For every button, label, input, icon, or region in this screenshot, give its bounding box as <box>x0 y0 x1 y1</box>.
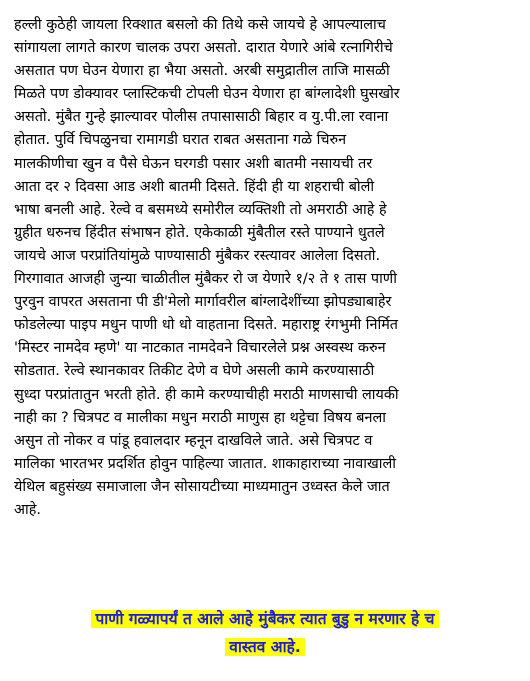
paragraph-line: असुन तो नोकर व पांडू हवालदार म्हनून दाखविले जाते. असे चित्रपट व <box>14 432 373 449</box>
paragraph-line: आहे. <box>14 501 41 518</box>
paragraph-line: मिळते पण डोक्यावर प्लास्टिकची टोपली घेउन येणारा हा बांग्लादेशी घुसखोर <box>14 86 400 103</box>
paragraph-line: असतो. मुंबैत गुन्हे झाल्यावर पोलीस तपासासाठी बिहार व यु.पी.ला रवाना <box>14 109 389 126</box>
paragraph-line: सांगायला लागते कारण चालक उपरा असतो. दारात येणारे आंबे रत्नागिरीचे <box>14 40 393 57</box>
paragraph-line: मालकीणीचा खुन व पैसे घेऊन घरगडी पसार अशी बातमी नसायची तर <box>14 155 373 172</box>
paragraph-line: नाही का ? चित्रपट व मालीका मधुन मराठी माणुस हा थट्टेचा विषय बनला <box>14 409 386 426</box>
article-paragraph <box>14 14 514 522</box>
paragraph-line: होतात. पुर्वि चिपळुनचा रामागडी घरात राबत असताना गळे चिरुन <box>14 132 347 149</box>
paragraph-line: येथिल बहुसंख्य समाजाला जैन सोसायटीच्या माध्यमातुन उध्वस्त केले जात <box>14 478 390 495</box>
paragraph-line: गिरगावात आजही जुन्या चाळीतील मुंबैकर रो ज येणारे १/२ ते १ तास पाणी <box>14 271 397 288</box>
paragraph-line: भाषा बनली आहे. रेल्वे व बसमध्ये समोरील व्यक्तिशी तो अमराठी आहे हे <box>14 201 387 218</box>
paragraph-line: सुध्दा परप्रांतातुन भरती होते. ही कामे करण्याचीही मराठी माणसाची लायकी <box>14 386 399 403</box>
highlight-text: पाणी गळ्यापर्यं त आले आहे मुंबैकर त्यात बुडु न मरणार हे च <box>91 610 438 628</box>
highlighted-conclusion <box>28 605 502 661</box>
paragraph-line: मालिका भारतभर प्रदर्शित होवुन पाहिल्या जातात. शाकाहाराच्या नावाखाली <box>14 455 396 472</box>
highlight-line <box>28 605 502 633</box>
paragraph-line: आता दर २ दिवसा आड अशी बातमी दिसते. हिंदी ही या शहराची बोली <box>14 178 375 195</box>
highlight-line <box>28 633 502 661</box>
highlight-text: वास्तव आहे. <box>225 638 304 656</box>
paragraph-line: सोडतात. रेल्वे स्थानकावर तिकीट देणे व घेणे असली कामे करण्यासाठी <box>14 363 375 380</box>
paragraph-line: पुरवुन वापरत असताना पी डी'मेलो मार्गावरील बांग्लादेशींच्या झोपड्याबाहेर <box>14 294 392 311</box>
paragraph-line: ग्रुहीत धरुनच हिंदीत संभाषन होते. एकेकाळी मुंबैतील रस्ते पाण्याने धुतले <box>14 224 385 241</box>
paragraph-line: जायचे आज परप्रांतियांमुळे पाण्यासाठी मुंबैकर रस्त्यावर आलेला दिसतो. <box>14 247 381 264</box>
paragraph-line: फोडलेल्या पाइप मधुन पाणी धो धो वाहताना दिसते. महाराष्ट्र रंगभुमी निर्मित <box>14 317 399 334</box>
paragraph-line: असतात पण घेउन येणारा हा भैया असतो. अरबी समुद्रातील ताजि मासळी <box>14 63 390 80</box>
paragraph-line: 'मिस्टर नामदेव म्हणे' या नाटकात नामदेवने विचारलेले प्रश्न अस्वस्थ करुन <box>14 340 386 357</box>
paragraph-line: हल्ली कुठेही जायला रिक्शात बसलो की तिथे कसे जायचे हे आपल्यालाच <box>14 17 386 33</box>
